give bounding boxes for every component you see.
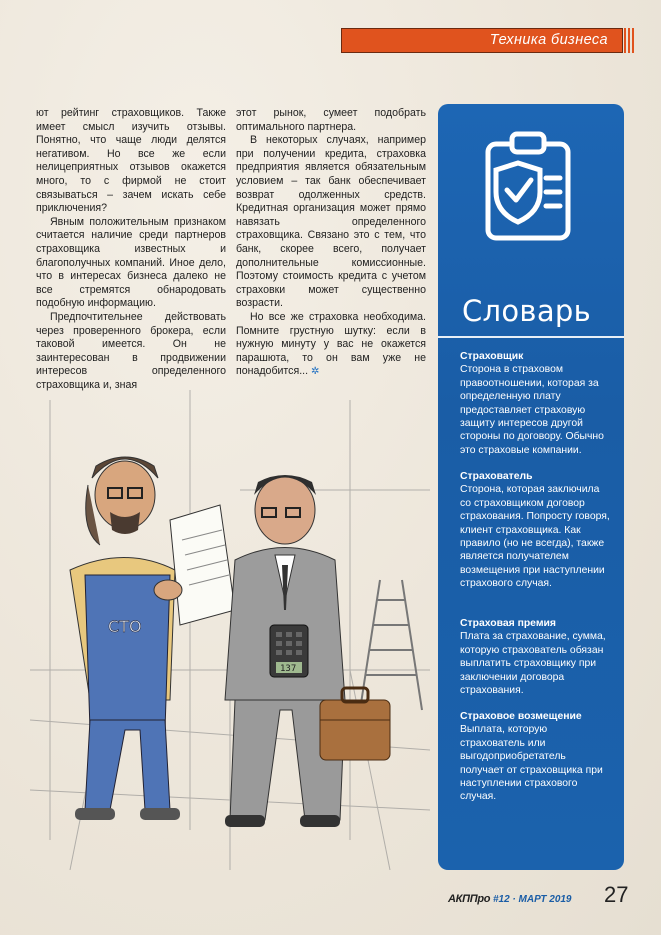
calculator-display: 137 bbox=[280, 664, 297, 674]
article-column-2 bbox=[236, 107, 426, 379]
glossary-definition: Выплата, которую страхователь или выгодоприобретатель получает от страховщика при наступлении страхового случая. bbox=[460, 724, 603, 803]
article-paragraph: этот рынок, сумеет подобрать оптимального партнера. bbox=[236, 107, 426, 133]
glossary-sidebar bbox=[438, 104, 624, 870]
glossary-entry bbox=[460, 617, 610, 697]
glossary-term: Страховщик bbox=[460, 351, 524, 362]
glossary-divider bbox=[438, 336, 624, 338]
clipboard-shield-icon bbox=[478, 130, 578, 242]
illustration-garage bbox=[30, 370, 430, 870]
glossary-term: Страхователь bbox=[460, 471, 533, 482]
page-number: 27 bbox=[604, 882, 629, 907]
magazine-issue: #12 · МАРТ 2019 bbox=[492, 894, 572, 905]
article-paragraph: ют рейтинг страховщиков. Также имеет смысл изучить отзывы. Понятно, что чаще люди делятся негативом. Но все же если нелицеприятных отзывов окажется много, то с фирмой не стоит связываться – зачем искать себе приключения? bbox=[36, 107, 226, 215]
glossary-term: Страховое возмещение bbox=[460, 711, 582, 722]
businessman-figure bbox=[225, 475, 345, 827]
glossary-entry bbox=[460, 710, 610, 804]
article-paragraph: Явным положительным признаком считается наличие среди партнеров страховщика известных и благополучных компаний. Иное дело, что в интересах бизнеса далеко не все стремятся обнародовать подобную информацию. bbox=[36, 215, 226, 310]
glossary-definition: Сторона в страховом правоотношении, которая за определенную плату предоставляет страховую защиту интересов другой стороны по договору. Обычно это страховые компании. bbox=[460, 364, 604, 456]
glossary-definition: Плата за страхование, сумма, которую страхователь обязан выплатить страховщику при заключении договора страхования. bbox=[460, 631, 606, 697]
section-tab-stripes bbox=[624, 28, 634, 53]
glossary-entry bbox=[460, 350, 610, 457]
glossary-definition: Сторона, которая заключила со страховщиком договор страхования. Попросту говоря, клиент страховщика. Как правило (но не всегда), также является получателем возмещения при наступлении страхового случая. bbox=[460, 484, 610, 590]
mechanic-figure bbox=[70, 457, 235, 820]
section-title: Техника бизнеса bbox=[489, 32, 608, 48]
glossary-entry bbox=[460, 470, 610, 591]
article-column-1 bbox=[36, 107, 226, 392]
glossary-term: Страховая премия bbox=[460, 618, 556, 629]
glossary-title: Словарь bbox=[462, 294, 591, 328]
article-paragraph bbox=[236, 311, 426, 379]
magazine-brand: АКППро bbox=[448, 893, 491, 905]
article-paragraph: Предпочтительнее действовать через проверенного брокера, если таковой имеется. Он не заинтересован в продвижении интересов определенного страховщика и, зная bbox=[36, 310, 226, 391]
article-paragraph-text: Но все же страховка необходима. Помните грустную шутку: если в нужную минуту у вас не окажется парашюта, то он вам уже не понадобится... bbox=[236, 310, 426, 378]
section-header-bar bbox=[341, 28, 623, 53]
article-paragraph: В некоторых случаях, например при получении кредита, страховка предприятия является обязательным условием – так банк обеспечивает возврат одолженных средств. Кредитная организация может прямо навязать определенного страховщика. Связано это с тем, что банк, скорее всего, получает дополнительные комиссионные. Поэтому стоимость кредита с учетом страховки может существенно возрасти. bbox=[236, 134, 426, 310]
magazine-footer bbox=[448, 893, 572, 905]
end-of-article-icon: ✲ bbox=[310, 366, 320, 378]
mechanic-badge: СТО bbox=[108, 617, 142, 636]
